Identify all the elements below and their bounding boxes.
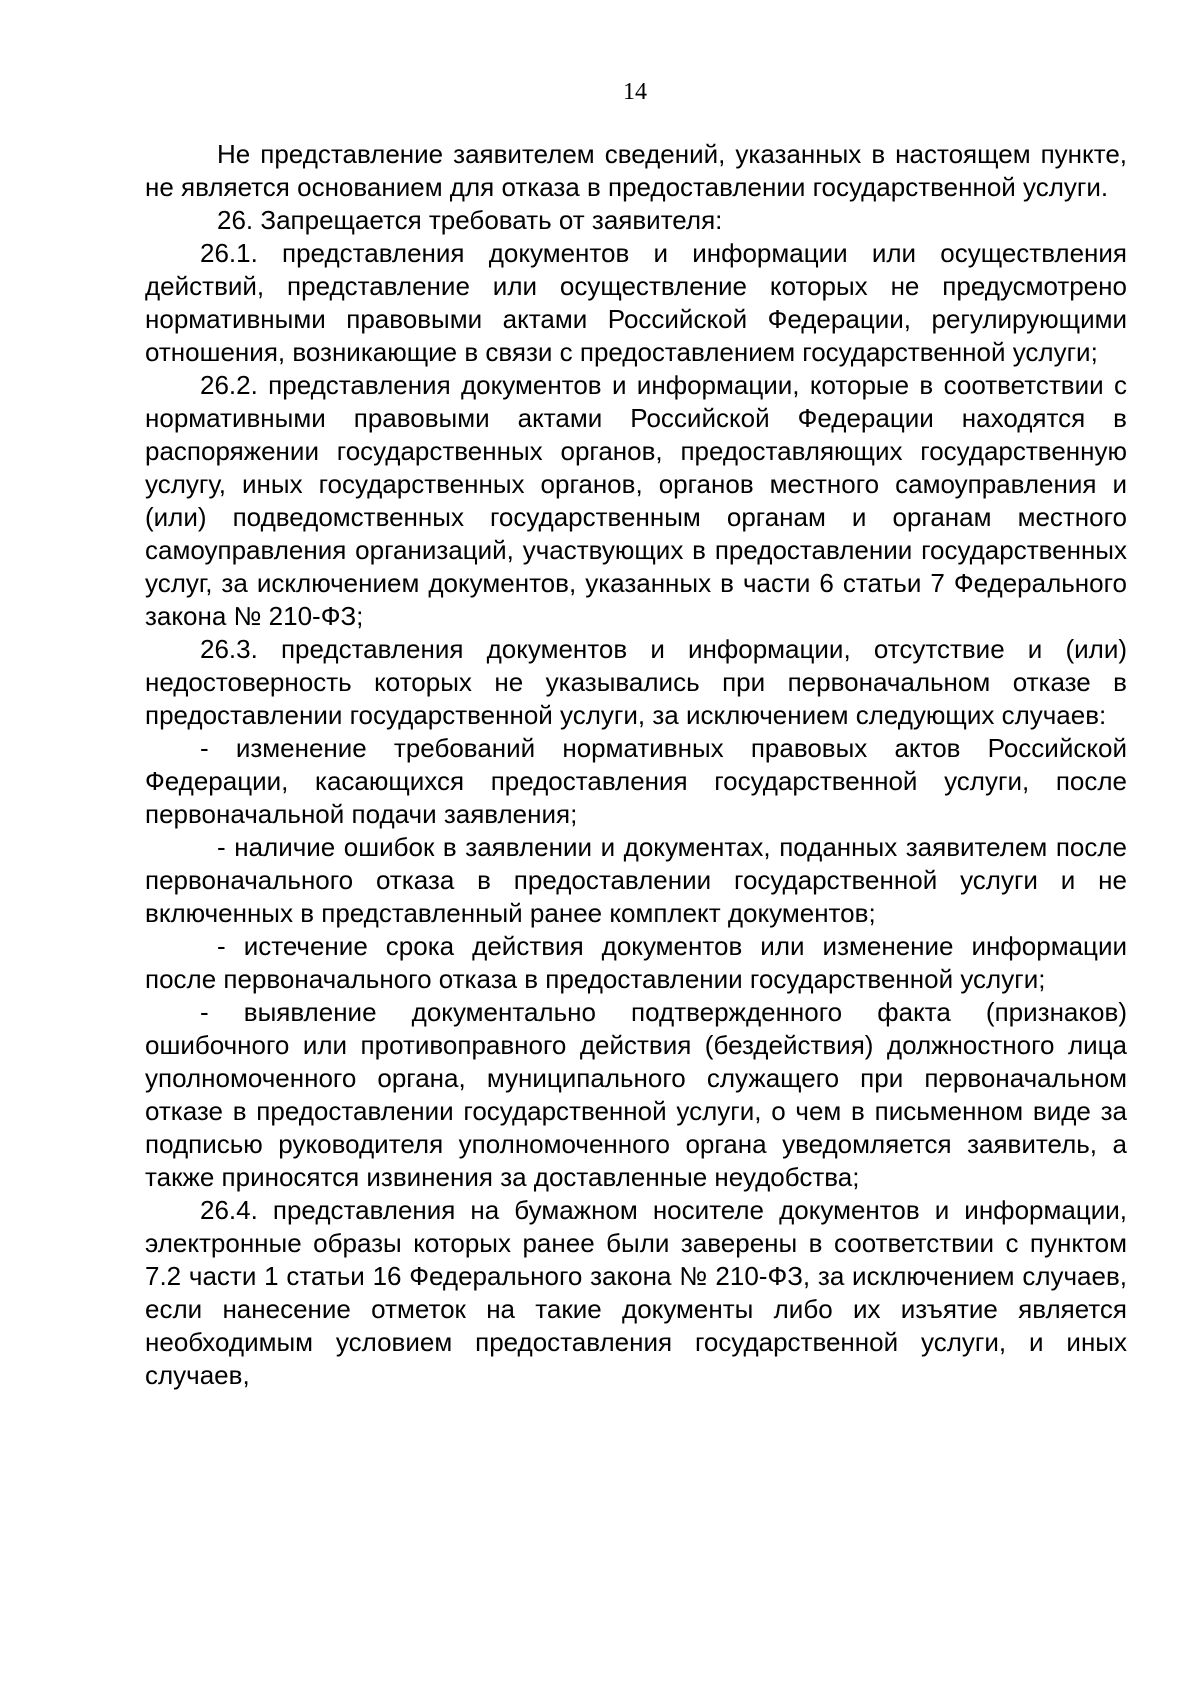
paragraph-26: 26. Запрещается требовать от заявителя: — [217, 205, 723, 235]
paragraph-notice: Не представление заявителем сведений, указанных в настоящем пункте, не является основанием для отказа в предоставлении государственной услуги. — [145, 139, 1127, 202]
list-item-expiration: - истечение срока действия документов или изменение информации после первоначального отказа в предоставлении государственной услуги; — [145, 931, 1127, 994]
paragraph-26-4: 26.4. представления на бумажном носителе документов и информации, электронные образы которых ранее были заверены в соответствии с пунктом 7.2 части 1 статьи 16 Федерального закона № 210-ФЗ, за исключением случаев, если нанесение отметок на такие документы либо их изъятие является необходимым условием предоставления государственной услуги, и иных случаев, — [145, 1195, 1127, 1390]
paragraph-26-2: 26.2. представления документов и информации, которые в соответствии с нормативными правовыми актами Российской Федерации находятся в распоряжении государственных органов, предоставляющих государственную услугу, иных государственных органов, органов местного самоуправления и (или) подведомственных государственным органам и органам местного самоуправления организаций, участвующих в предоставлении государственных услуг, за исключением документов, указанных в части 6 статьи 7 Федерального закона № 210-ФЗ; — [145, 370, 1127, 631]
list-item-requirements-change: - изменение требований нормативных правовых актов Российской Федерации, касающихся предоставления государственной услуги, после первоначальной подачи заявления; — [145, 733, 1127, 829]
list-item-misconduct: - выявление документально подтвержденного факта (признаков) ошибочного или противоправного действия (бездействия) должностного лица уполномоченного органа, муниципального служащего при первоначальном отказе в предоставлении государственной услуги, о чем в письменном виде за подписью руководителя уполномоченного органа уведомляется заявитель, а также приносятся извинения за доставленные неудобства; — [145, 997, 1127, 1192]
document-body — [145, 138, 1127, 1392]
paragraph-26-3: 26.3. представления документов и информации, отсутствие и (или) недостоверность которых не указывались при первоначальном отказе в предоставлении государственной услуги, за исключением следующих случаев: — [145, 634, 1127, 730]
paragraph-26-1: 26.1. представления документов и информации или осуществления действий, представление или осуществление которых не предусмотрено нормативными правовыми актами Российской Федерации, регулирующими отношения, возникающие в связи с предоставлением государственной услуги; — [145, 238, 1127, 367]
list-item-errors: - наличие ошибок в заявлении и документах, поданных заявителем после первоначального отказа в предоставлении государственной услуги и не включенных в представленный ранее комплект документов; — [145, 832, 1127, 928]
page-number: 14 — [623, 79, 647, 105]
